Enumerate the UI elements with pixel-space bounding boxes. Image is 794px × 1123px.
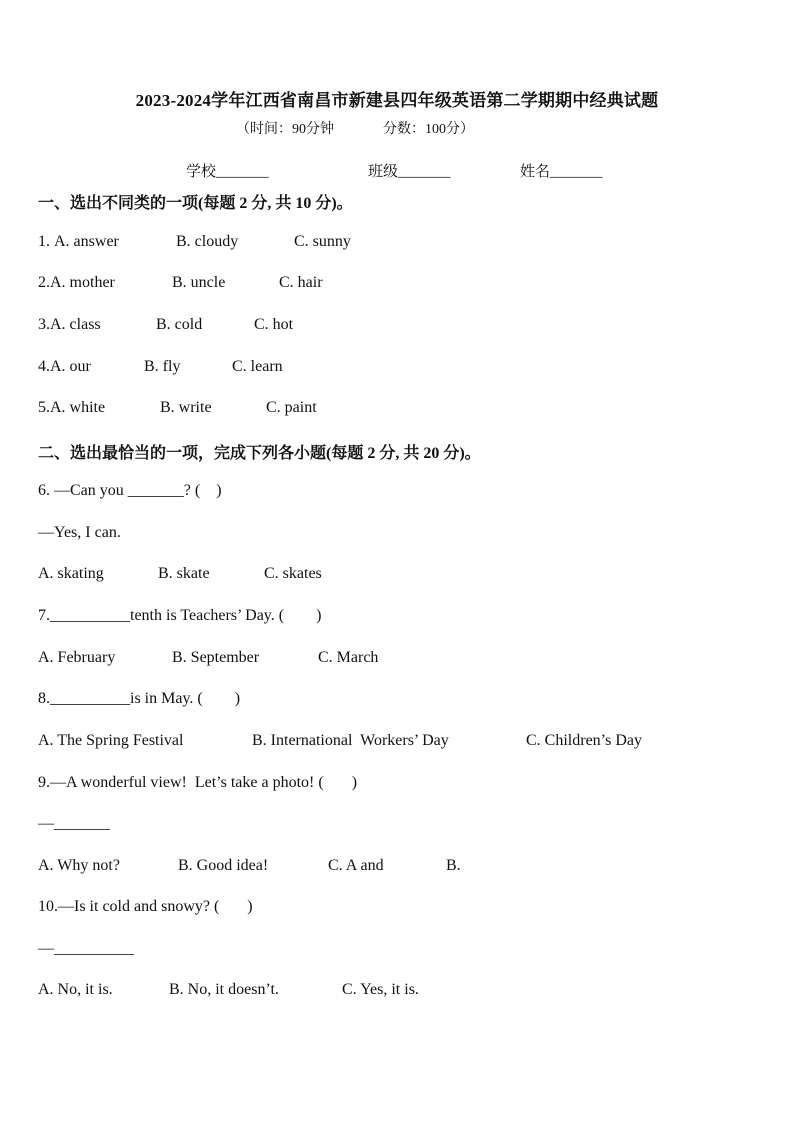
question-6-stem: 6. —Can you _______? ( ) (38, 482, 222, 499)
option-b[interactable]: B. fly (144, 358, 181, 375)
question-number: 4 (38, 358, 46, 375)
option-c[interactable]: C. March (318, 649, 379, 666)
option-c-continued: B. (446, 857, 461, 874)
question-9-stem: 9.—A wonderful view! Let’s take a photo! ( ) (38, 774, 358, 791)
exam-title: 2023-2024学年江西省南昌市新建县四年级英语第二学期期中经典试题 (135, 91, 659, 110)
question-1: 1. A. answer B. cloudy C. sunny (38, 233, 351, 250)
option-a[interactable]: A. class (50, 316, 101, 333)
option-c[interactable]: C. Children’s Day (526, 732, 642, 749)
option-a[interactable]: A. our (50, 358, 91, 375)
question-10-reply: —__________ (38, 940, 134, 957)
question-number: 1 (38, 233, 46, 250)
option-a[interactable]: A. skating (38, 565, 104, 582)
question-10-stem: 10.—Is it cold and snowy? ( ) (38, 898, 253, 915)
option-c[interactable]: C. learn (232, 358, 283, 375)
option-c[interactable]: C. skates (264, 565, 322, 582)
question-number: 2 (38, 274, 46, 291)
option-a[interactable]: A. answer (54, 233, 119, 250)
option-b[interactable]: B. International Workers’ Day (252, 732, 449, 749)
question-8-stem: 8.__________is in May. ( ) (38, 690, 241, 707)
question-4: 4.A. our B. fly C. learn (38, 358, 283, 375)
option-b[interactable]: B. write (160, 399, 212, 416)
question-9-reply: —_______ (38, 815, 110, 832)
question-number: 5 (38, 399, 46, 416)
option-b[interactable]: B. cloudy (176, 233, 239, 250)
section-2-heading: 二、选出最恰当的一项，完成下列各小题(每题 2 分, 共 20 分)。 (38, 445, 481, 462)
option-a[interactable]: A. Why not? (38, 857, 120, 874)
option-c[interactable]: C. paint (266, 399, 317, 416)
question-8-options (38, 732, 642, 750)
option-b[interactable]: B. September (172, 649, 260, 666)
question-3: 3.A. class B. cold C. hot (38, 316, 294, 333)
option-a[interactable]: A. The Spring Festival (38, 732, 184, 749)
question-5: 5.A. white B. write C. paint (38, 399, 317, 416)
option-c[interactable]: C. hot (254, 316, 294, 333)
option-b[interactable]: B. No, it doesn’t. (169, 981, 279, 998)
option-a[interactable]: A. February (38, 649, 116, 666)
school-field[interactable]: 学校_______ (186, 164, 269, 180)
question-10-options (38, 981, 419, 999)
question-2: 2.A. mother B. uncle C. hair (38, 274, 323, 291)
question-7-options (38, 649, 379, 667)
question-9-options (38, 857, 461, 875)
option-a[interactable]: A. white (50, 399, 106, 416)
name-field[interactable]: 姓名_______ (520, 164, 603, 180)
option-b[interactable]: B. skate (158, 565, 210, 582)
question-6-options (38, 565, 322, 583)
option-b[interactable]: B. uncle (172, 274, 226, 291)
option-a[interactable]: A. No, it is. (38, 981, 113, 998)
option-c[interactable]: C. A and (328, 857, 384, 874)
option-c[interactable]: C. sunny (294, 233, 351, 250)
section-1-heading: 一、选出不同类的一项(每题 2 分, 共 10 分)。 (38, 195, 353, 212)
option-c[interactable]: C. hair (279, 274, 323, 291)
option-b[interactable]: B. Good idea! (178, 857, 269, 874)
question-6-reply: —Yes, I can. (38, 524, 121, 541)
question-7-stem: 7.__________tenth is Teachers’ Day. ( ) (38, 607, 322, 624)
class-field[interactable]: 班级_______ (368, 164, 451, 180)
exam-time-score: （时间：90分钟 分数：100分） (236, 122, 474, 137)
question-number: 3 (38, 316, 46, 333)
option-c[interactable]: C. Yes, it is. (342, 981, 419, 998)
option-a[interactable]: A. mother (50, 274, 115, 291)
option-b[interactable]: B. cold (156, 316, 203, 333)
